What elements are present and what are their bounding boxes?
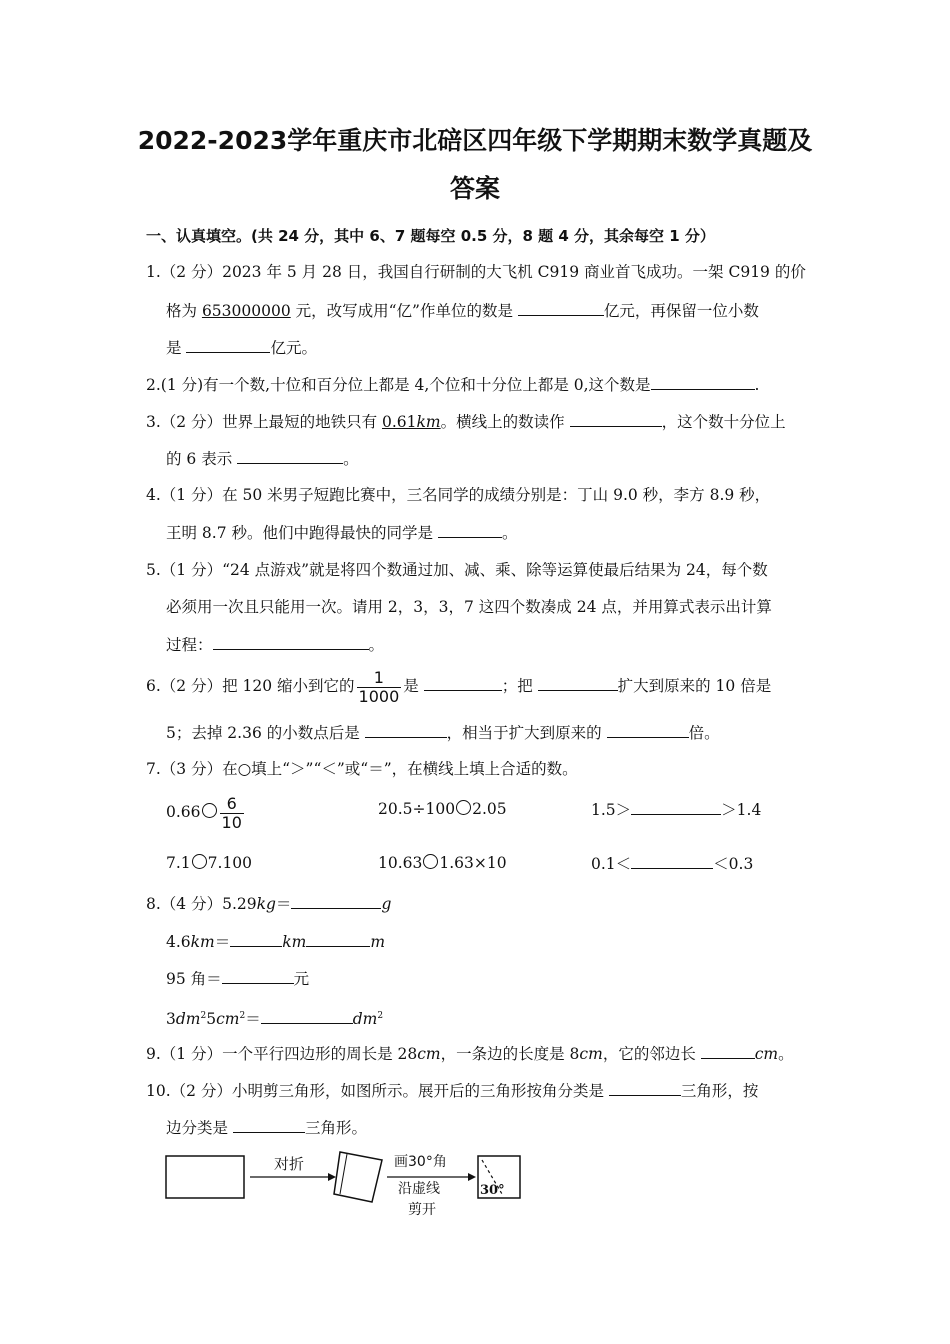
q10-line1 bbox=[146, 1078, 758, 1103]
q8-line2 bbox=[166, 929, 385, 954]
q8-unit: kg bbox=[256, 895, 276, 913]
q2-text: 2.(1 分)有一个数,十位和百分位上都是 4,个位和十分位上都是 0,这个数是 bbox=[146, 376, 651, 394]
q3-unit: km bbox=[416, 413, 441, 431]
compare-circle[interactable] bbox=[202, 803, 217, 818]
arrow-2-head bbox=[468, 1173, 476, 1181]
fraction-numerator: 6 bbox=[226, 793, 237, 813]
answer-blank[interactable] bbox=[261, 1006, 353, 1024]
page-title-line1: 2022-2023学年重庆市北碚区四年级下学期期末数学真题及 bbox=[137, 126, 813, 155]
q3-text: 3.（2 分）世界上最短的地铁只有 bbox=[146, 413, 383, 431]
q3-text: ，这个数十分位上 bbox=[661, 413, 786, 431]
answer-blank[interactable] bbox=[651, 372, 755, 390]
fig-label-fold: 对折 bbox=[274, 1155, 305, 1173]
q7-text: 1.5＞ bbox=[591, 801, 632, 819]
q6-text: ；把 bbox=[501, 677, 538, 695]
q7-text: 7.1 bbox=[166, 854, 191, 872]
q7-item-4 bbox=[166, 851, 252, 875]
q8-unit: m bbox=[370, 933, 386, 951]
q8-line1 bbox=[146, 891, 391, 916]
q1-line3 bbox=[166, 335, 317, 360]
q10-text: 10.（2 分）小明剪三角形，如图所示。展开后的三角形按角分类是 bbox=[146, 1082, 609, 1100]
q7-text: 20.5÷100 bbox=[378, 800, 456, 818]
q8-unit: dm bbox=[175, 1010, 201, 1029]
q7-item-3 bbox=[591, 797, 761, 822]
q4-text: 。 bbox=[501, 524, 518, 542]
q6-fraction bbox=[357, 669, 402, 706]
q7-item-1 bbox=[166, 792, 246, 832]
q1-line1: 1.（2 分）2023 年 5 月 28 日，我国自行研制的大飞机 C919 商业首飞成功。一架 C919 的价 bbox=[146, 263, 806, 281]
q1-text: 亿元。 bbox=[270, 339, 317, 357]
q9-text: ，一条边的长度是 8 bbox=[440, 1045, 580, 1063]
q8-line3 bbox=[166, 966, 309, 991]
answer-blank[interactable] bbox=[186, 335, 270, 353]
fraction-numerator: 1 bbox=[373, 667, 384, 687]
q7-text: ＞1.4 bbox=[721, 801, 762, 819]
q8-line4 bbox=[166, 1004, 383, 1031]
answer-blank[interactable] bbox=[233, 1115, 305, 1133]
q3-text: 的 6 表示 bbox=[166, 450, 238, 468]
compare-circle[interactable] bbox=[423, 854, 438, 869]
q6-line2 bbox=[166, 720, 720, 745]
q9-unit: cm bbox=[754, 1045, 779, 1063]
answer-blank[interactable] bbox=[213, 632, 369, 650]
q9-text: 9.（1 分）一个平行四边形的周长是 28 bbox=[146, 1045, 418, 1063]
q8-unit: dm bbox=[352, 1010, 378, 1029]
answer-blank[interactable] bbox=[365, 720, 447, 738]
q8-text: 3 bbox=[166, 1010, 176, 1029]
arrow-1-head bbox=[328, 1173, 336, 1181]
answer-blank[interactable] bbox=[631, 851, 713, 869]
answer-blank[interactable] bbox=[424, 673, 502, 691]
page-title-line2: 答案 bbox=[449, 174, 500, 203]
answer-blank[interactable] bbox=[607, 720, 689, 738]
q7-line1: 7.（3 分）在○填上“＞”“＜”或“＝”，在横线上填上合适的数。 bbox=[146, 760, 578, 778]
q8-unit: km bbox=[190, 933, 215, 951]
answer-blank[interactable] bbox=[230, 929, 282, 947]
q9-unit: cm bbox=[417, 1045, 441, 1063]
fig-label-dashed: 沿虚线 bbox=[398, 1181, 440, 1197]
q3-line2 bbox=[166, 446, 359, 471]
q9-line1 bbox=[146, 1041, 794, 1066]
q1-line2 bbox=[166, 298, 759, 323]
q7-item-6 bbox=[591, 851, 753, 876]
q6-line1 bbox=[146, 666, 771, 706]
q8-unit: g bbox=[381, 895, 392, 913]
q1-text: 是 bbox=[166, 339, 187, 357]
q8-text: 元 bbox=[293, 970, 310, 988]
answer-blank[interactable] bbox=[291, 891, 381, 909]
q10-text: 三角形，按 bbox=[680, 1082, 759, 1100]
fraction-denominator: 10 bbox=[221, 812, 242, 832]
compare-circle[interactable] bbox=[456, 800, 471, 815]
q10-text: 边分类是 bbox=[166, 1119, 233, 1137]
answer-blank[interactable] bbox=[701, 1041, 755, 1059]
q7-text: 2.05 bbox=[472, 800, 507, 818]
q3-text: 。 bbox=[343, 450, 359, 468]
q4-text: 王明 8.7 秒。他们中跑得最快的同学是 bbox=[166, 524, 438, 542]
paper-folding-figure bbox=[162, 1148, 532, 1228]
answer-blank[interactable] bbox=[631, 797, 721, 815]
q7-item-5 bbox=[378, 851, 507, 875]
fig-label-draw-angle: 画30°角 bbox=[394, 1154, 447, 1170]
q8-text: 8.（4 分）5.29 bbox=[146, 895, 257, 913]
fig-label-cut: 剪开 bbox=[408, 1202, 436, 1218]
q6-text: 扩大到原来的 10 倍是 bbox=[617, 677, 772, 695]
q8-text: ＝ bbox=[275, 895, 292, 913]
fraction-denominator: 1000 bbox=[358, 686, 400, 706]
q10-line2 bbox=[166, 1115, 367, 1140]
q7-fraction bbox=[220, 795, 244, 832]
paper-rectangle bbox=[166, 1156, 244, 1198]
q9-text: 。 bbox=[778, 1045, 794, 1063]
compare-circle[interactable] bbox=[192, 854, 207, 869]
q5-line3 bbox=[166, 632, 384, 657]
q8-unit: km bbox=[282, 933, 307, 951]
q10-text: 三角形。 bbox=[304, 1119, 367, 1137]
q7-text: 10.63 bbox=[378, 854, 423, 872]
q3-distance-number: 0.61 bbox=[382, 413, 417, 431]
q7-text: ＜0.3 bbox=[713, 855, 754, 873]
answer-blank[interactable] bbox=[518, 298, 604, 316]
q7-text: 7.100 bbox=[207, 854, 253, 872]
folded-paper bbox=[334, 1152, 382, 1202]
q1-text: 格为 bbox=[166, 302, 202, 320]
q1-price-number: 653000000 bbox=[201, 302, 291, 320]
q6-text: 是 bbox=[403, 677, 424, 695]
q1-text: 元，改写成用“亿”作单位的数是 bbox=[290, 302, 518, 320]
q6-text: 倍。 bbox=[688, 724, 720, 742]
q3-text: 。横线上的数读作 bbox=[440, 413, 570, 431]
q6-text: 5；去掉 2.36 的小数点后是 bbox=[166, 724, 365, 742]
answer-blank[interactable] bbox=[306, 929, 370, 947]
q5-line1: 5.（1 分）“24 点游戏”就是将四个数通过加、减、乘、除等运算使最后结果为 24，每个数 bbox=[146, 561, 768, 579]
folded-paper-edge bbox=[340, 1154, 347, 1194]
q6-text: ，相当于扩大到原来的 bbox=[446, 724, 607, 742]
q8-text: 4.6 bbox=[166, 933, 191, 951]
fig-angle-label: 30° bbox=[480, 1183, 505, 1198]
q4-line1: 4.（1 分）在 50 米男子短跑比赛中，三名同学的成绩分别是：丁山 9.0 秒，李方 8.9 秒， bbox=[146, 486, 771, 504]
q4-line2 bbox=[166, 520, 517, 545]
q8-superscript: 2 bbox=[239, 1011, 246, 1021]
q8-text: 95 角＝ bbox=[166, 970, 222, 988]
q8-superscript: 2 bbox=[377, 1011, 384, 1021]
q2-line1 bbox=[146, 372, 759, 397]
q9-unit: cm bbox=[579, 1045, 603, 1063]
q3-line1 bbox=[146, 409, 786, 434]
answer-blank[interactable] bbox=[222, 966, 294, 984]
q1-text: 亿元，再保留一位小数 bbox=[603, 302, 759, 320]
q2-text: . bbox=[754, 376, 760, 394]
q5-line2: 必须用一次且只能用一次。请用 2，3，3，7 这四个数凑成 24 点，并用算式表示出计算 bbox=[166, 598, 772, 616]
answer-blank[interactable] bbox=[570, 409, 662, 427]
q6-text: 6.（2 分）把 120 缩小到它的 bbox=[146, 677, 355, 695]
answer-blank[interactable] bbox=[438, 520, 502, 538]
answer-blank[interactable] bbox=[538, 673, 618, 691]
q7-text: 0.66 bbox=[166, 803, 201, 821]
q8-text: 5 bbox=[206, 1010, 217, 1029]
q7-text: 1.63×10 bbox=[439, 854, 507, 872]
q8-text: ＝ bbox=[214, 933, 231, 951]
q8-superscript: 2 bbox=[200, 1011, 207, 1021]
q7-text: 0.1＜ bbox=[591, 855, 632, 873]
q7-item-2 bbox=[378, 797, 507, 821]
q8-unit: cm bbox=[216, 1010, 240, 1029]
q5-text: 过程： bbox=[166, 636, 213, 654]
q9-text: ，它的邻边长 bbox=[602, 1045, 701, 1063]
q8-text: ＝ bbox=[245, 1010, 261, 1029]
section-heading: 一、认真填空。(共 24 分，其中 6、7 题每空 0.5 分，8 题 4 分，其余每空 1 分） bbox=[146, 227, 715, 245]
q5-text: 。 bbox=[368, 636, 385, 654]
answer-blank[interactable] bbox=[609, 1078, 681, 1096]
answer-blank[interactable] bbox=[237, 446, 343, 464]
